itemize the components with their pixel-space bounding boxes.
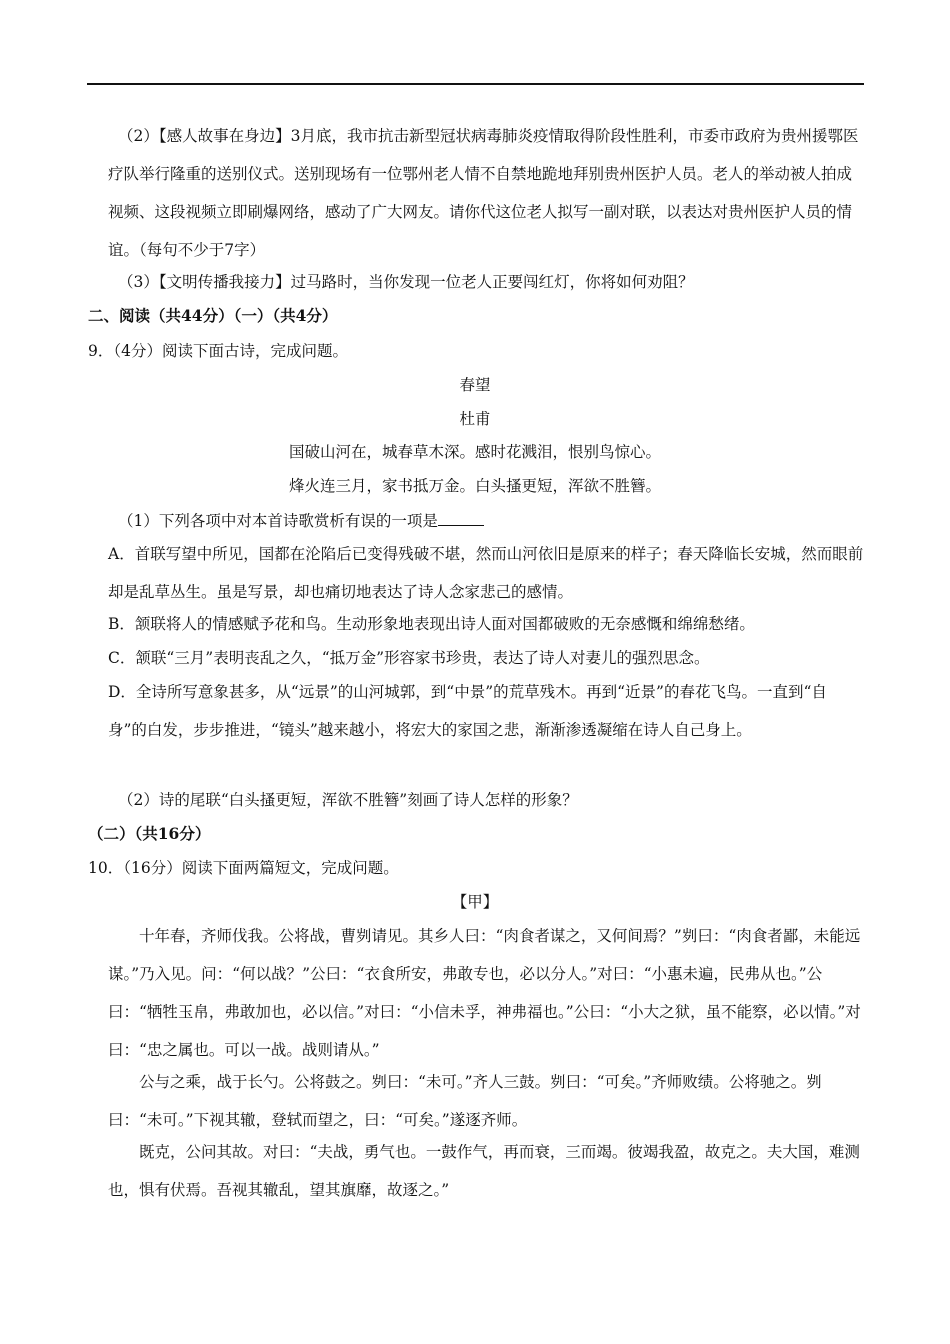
- q8-part2: （2）【感人故事在身边】3月底，我市抗击新型冠状病毒肺炎疫情取得阶段性胜利，市委市政府为贵州援鄂医疗队举行隆重的送别仪式。送别现场有一位鄂州老人情不自禁地跪地拜别贵州医护人员。老人的举动被人拍成视频、这段视频立即刷爆网络，感动了广大网友。请你代这位老人拟写一副对联，以表达对贵州医护人员的情谊。（每句不少于7字）: [108, 127, 859, 259]
- q10-para-1: 十年春，齐师伐我。公将战，曹刿请见。其乡人曰：“肉食者谋之，又何间焉？”刿曰：“肉食者鄙，未能远谋。”乃入见。问：“何以战？”公曰：“衣食所安，弗敢专也，必以分人。”对曰：“小惠未遍，民弗从也。”公曰：“牺牲玉帛，弗敢加也，必以信。”对曰：“小信未孚，神弗福也。”公曰：“小大之狱，虽不能察，必以情。”对曰：“忠之属也。可以一战。战则请从。”: [108, 927, 861, 1059]
- answer-blank: [438, 510, 484, 526]
- q10-stem: 10．（16分）阅读下面两篇短文，完成问题。: [88, 859, 399, 877]
- q9-sub2: （2）诗的尾联“白头搔更短，浑欲不胜簪”刻画了诗人怎样的形象？: [118, 791, 578, 809]
- poem-author: 杜甫: [459, 410, 491, 428]
- section2b-title: （二）（共16分）: [88, 824, 211, 843]
- poem-line-1: 国破山河在，城春草木深。感时花溅泪，恨别鸟惊心。: [288, 443, 661, 461]
- q9-option-b: B．颔联将人的情感赋予花和鸟。生动形象地表现出诗人面对国都破败的无奈感慨和绵绵愁绪。: [108, 615, 755, 633]
- header-rule: [87, 83, 864, 85]
- q9-option-d: D．全诗所写意象甚多，从“远景”的山河城郭，到“中景”的荒草残木。再到“近景”的春花飞鸟。一直到“自身”的白发，步步推进，“镜头”越来越小，将宏大的家国之悲，渐渐渗透凝缩在诗人自己身上。: [108, 683, 827, 739]
- q9-sub1: [118, 510, 484, 531]
- q8-part3: （3）【文明传播我接力】过马路时，当你发现一位老人正要闯红灯，你将如何劝阻？: [118, 273, 694, 291]
- poem-line-2: 烽火连三月，家书抵万金。白头搔更短，浑欲不胜簪。: [288, 477, 661, 495]
- q9-sub1-text: （1）下列各项中对本首诗歌赏析有误的一项是: [118, 512, 438, 530]
- section2-title: 二、阅读（共44分）（一）（共4分）: [88, 306, 338, 325]
- q9-option-a: A．首联写望中所见，国都在沦陷后已变得残破不堪，然而山河依旧是原来的样子；春天降临长安城，然而眼前却是乱草丛生。虽是写景，却也痛切地表达了诗人念家悲己的感情。: [108, 545, 864, 601]
- poem-title: 春望: [459, 376, 491, 394]
- q9-stem: 9．（4分）阅读下面古诗，完成问题。: [88, 342, 348, 360]
- q10-para-3: 既克，公问其故。对曰：“夫战，勇气也。一鼓作气，再而衰，三而竭。彼竭我盈，故克之。夫大国，难测也，惧有伏焉。吾视其辙乱，望其旗靡，故逐之。”: [108, 1143, 860, 1199]
- jia-title: 【甲】: [451, 893, 499, 911]
- q9-option-c: C．颔联“三月”表明丧乱之久，“抵万金”形容家书珍贵，表达了诗人对妻儿的强烈思念。: [108, 649, 710, 667]
- q10-para-2: 公与之乘，战于长勺。公将鼓之。刿曰：“未可。”齐人三鼓。刿曰：“可矣。”齐师败绩。公将驰之。刿曰：“未可。”下视其辙，登轼而望之，曰：“可矣。”遂逐齐师。: [108, 1073, 822, 1129]
